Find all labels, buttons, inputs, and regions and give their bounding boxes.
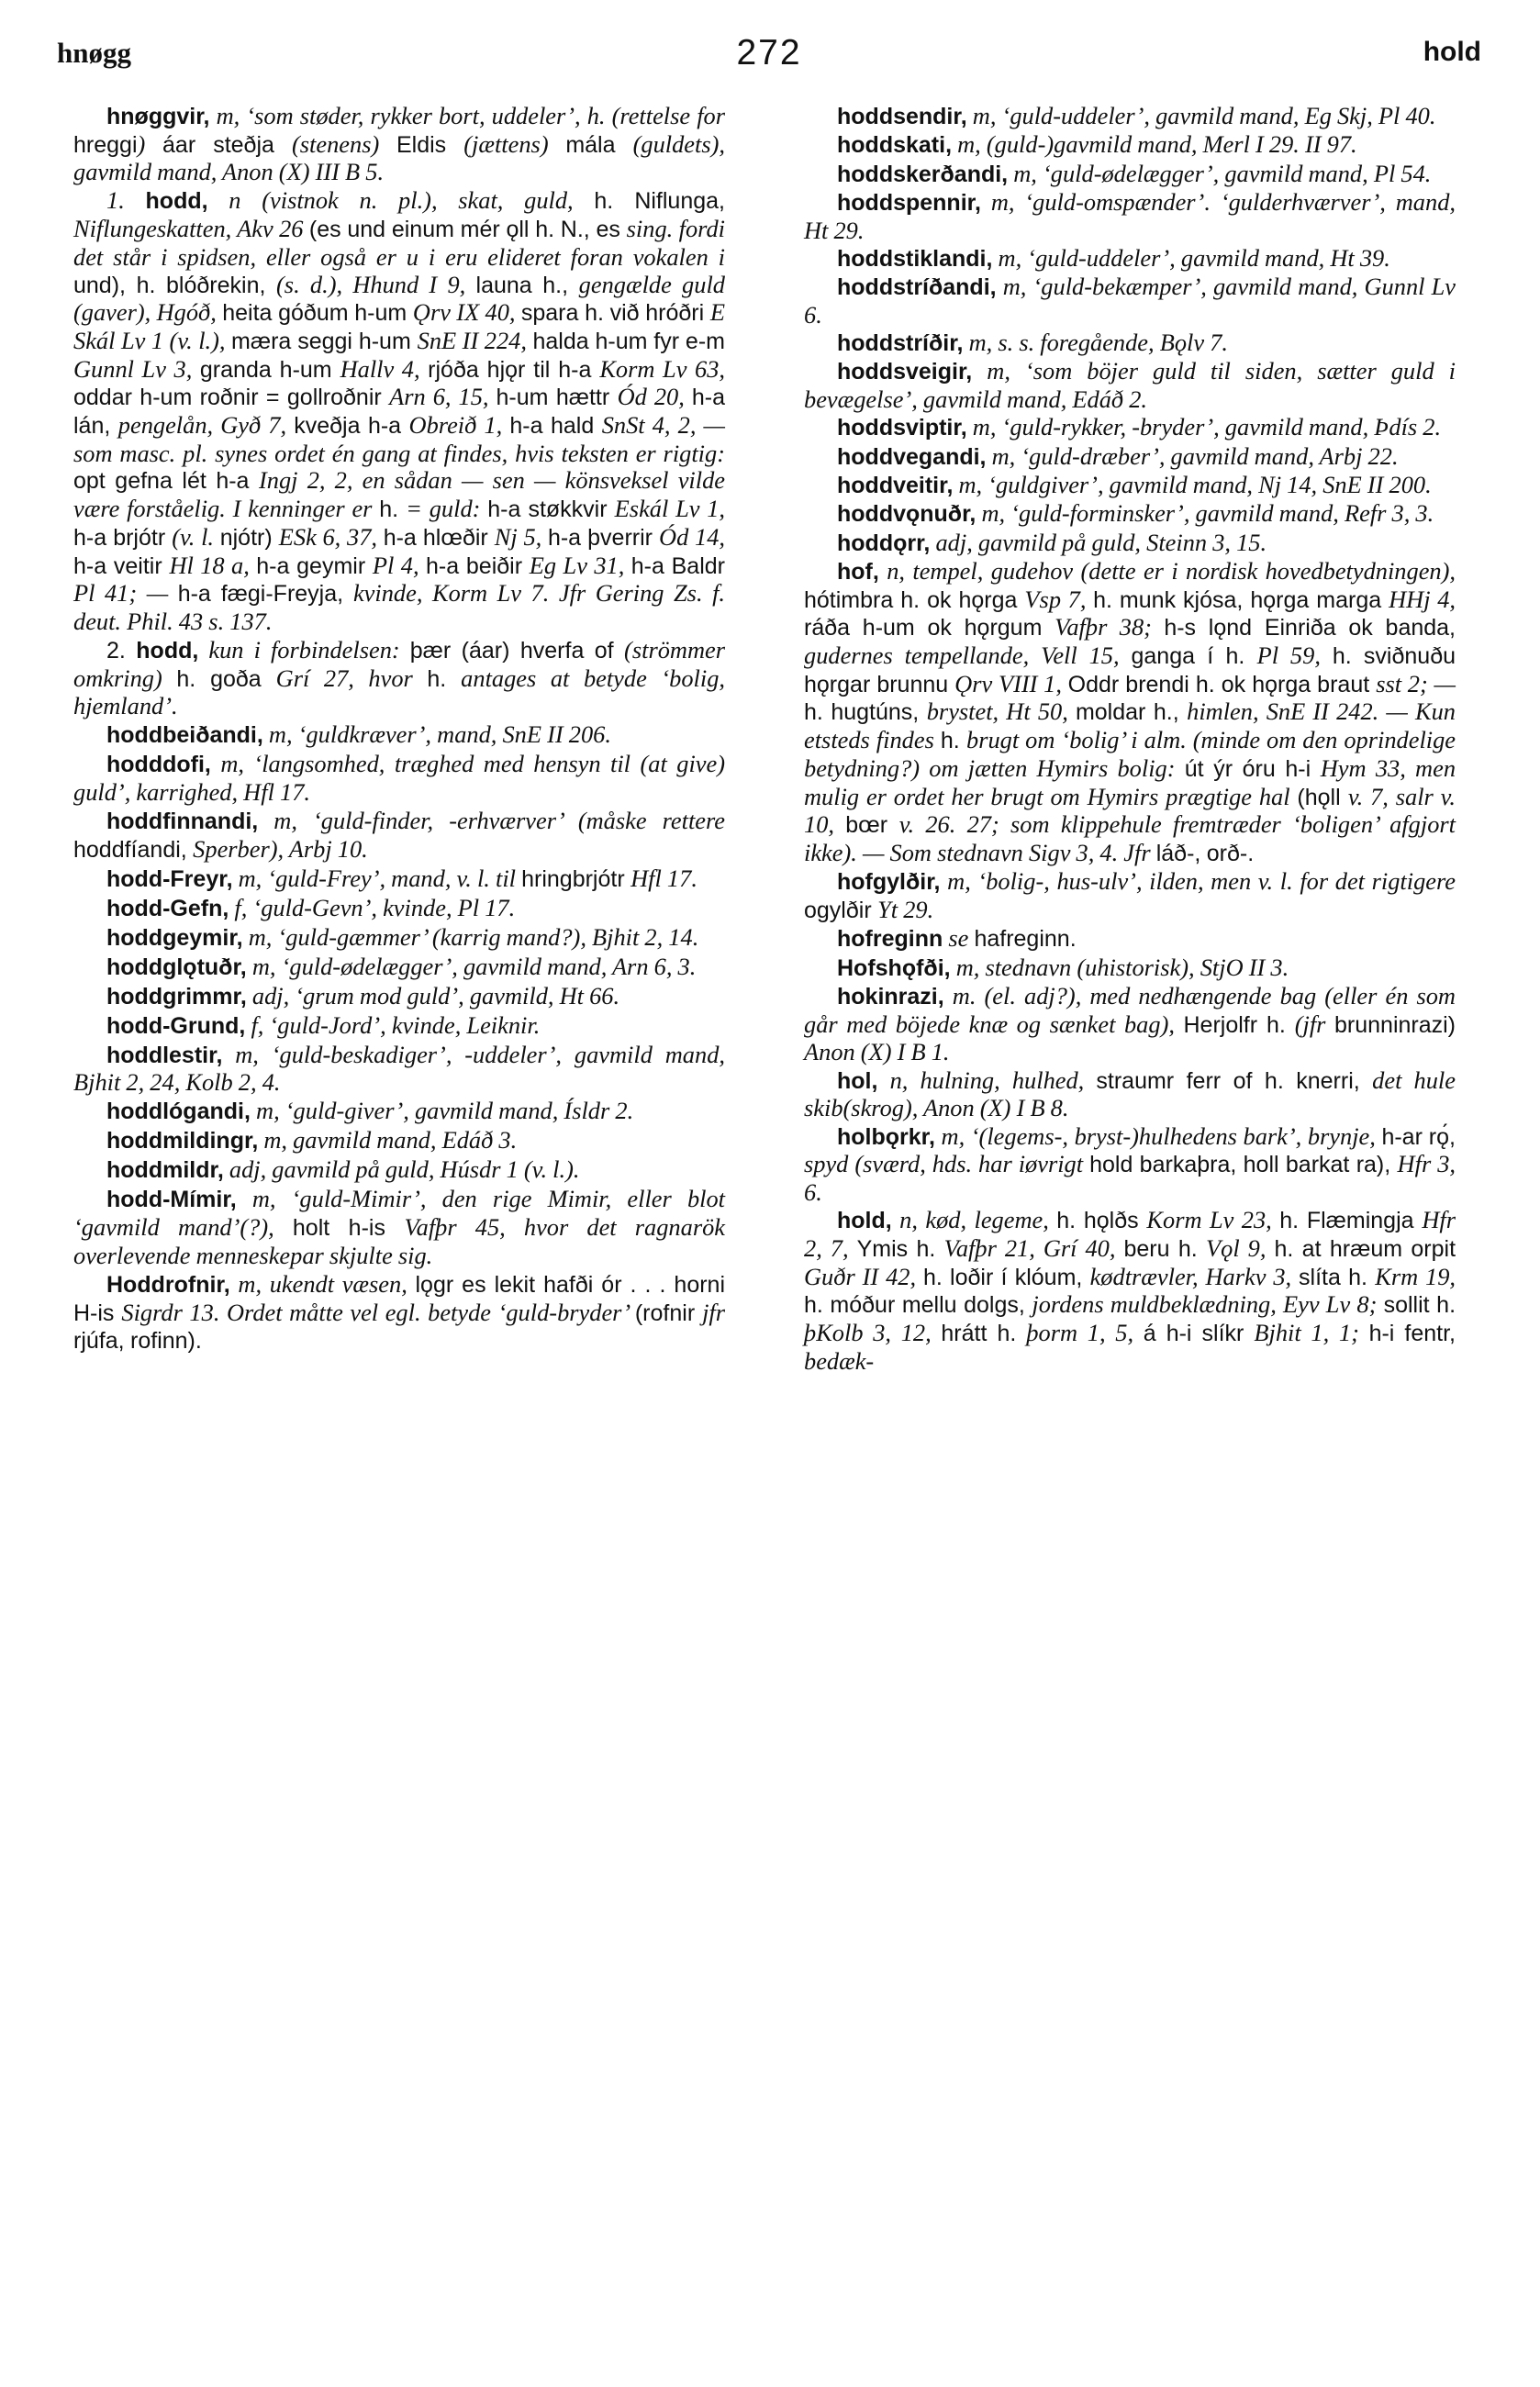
entry-citation: hoddfíandi,: [73, 836, 194, 863]
entry-citation: holt h-is: [292, 1215, 405, 1242]
entry-citation: h. loðir í klóum,: [922, 1264, 1090, 1290]
entry-text: ): [137, 129, 163, 158]
entry-text: f, ‘guld-Gevn’, kvinde, Pl 17.: [229, 893, 516, 921]
entry-text: Ingj 2, 2, en sådan — sen — könsveksel vilde være forståelig. I kenninger er: [73, 466, 725, 523]
entry-citation: (rofnir: [634, 1299, 703, 1326]
dictionary-entry: [804, 103, 1456, 131]
entry-citation: h. hugtúns,: [804, 699, 927, 726]
entry-text: Pl 59,: [1256, 641, 1333, 670]
entry-citation: h-i fentr,: [1368, 1321, 1456, 1347]
entry-text: Ǫrv IX 40,: [412, 298, 521, 327]
entry-text: Ód 14,: [659, 522, 726, 551]
entry-text: jfr: [702, 1298, 726, 1326]
entry-headword: hoddbeiðandi,: [106, 722, 263, 749]
entry-headword: Hofshǫfði,: [837, 954, 951, 981]
entry-citation: h. munk kjósa, hǫrga marga: [1093, 586, 1389, 613]
entry-citation: ráða h-um ok hǫrgum: [804, 615, 1055, 641]
entry-citation: hrátt h.: [941, 1321, 1027, 1347]
entry-text: m, s. s. foregående, Bǫlv 7.: [963, 329, 1228, 357]
entry-citation: h-s lǫnd Einriða ok banda,: [1164, 615, 1456, 641]
entry-text: m, ‘guld-Mimir’, den rige Mimir, eller blot ‘gavmild mand’(?),: [73, 1185, 725, 1242]
entry-text: Anon (X) I B 1.: [804, 1038, 950, 1066]
entry-citation: áar steðja: [162, 131, 292, 158]
entry-citation: kveðja h-a: [294, 413, 409, 440]
entry-headword: hnøggvir,: [106, 104, 210, 129]
dictionary-entry: [804, 472, 1456, 500]
entry-text: kvinde, Korm Lv 7. Jfr Gering Zs. f. deut. Phil. 43 s. 137.: [73, 579, 726, 635]
entry-text: m, ‘guld-bekæmper’, gavmild mand, Gunnl Lv 6.: [804, 273, 1456, 329]
entry-text: spyd (sværd, hds. har iøvrigt: [804, 1150, 1090, 1178]
dictionary-entry: [804, 868, 1456, 924]
entry-citation: h-ar rǫ́,: [1381, 1123, 1456, 1150]
entry-text: m, ‘som böjer guld til siden, sætter guld i bevægelse’, gavmild mand, Edáð 2.: [804, 357, 1456, 414]
entry-text: m, ‘guldgiver’, gavmild mand, Nj 14, SnE II 200.: [953, 471, 1432, 499]
entry-headword: hof,: [837, 558, 879, 585]
dictionary-entry: [804, 1207, 1456, 1375]
entry-text: sst 2; —: [1376, 669, 1456, 697]
entry-text: Pl 4,: [372, 551, 426, 579]
entry-citation: moldar h.,: [1075, 699, 1188, 726]
entry-text: m, ‘bolig-, hus-ulv’, ilden, men v. l. for det rigtigere: [940, 867, 1456, 896]
entry-text: Ód 20,: [617, 383, 692, 411]
entry-headword: holbǫrkr,: [837, 1123, 935, 1150]
dictionary-entry: [804, 443, 1456, 472]
entry-citation: þær (áar) hverfa of: [409, 637, 625, 664]
entry-citation: h-um hættr: [496, 385, 618, 411]
entry-headword: hoddgrimmr,: [106, 983, 247, 1009]
entry-text: 1.: [106, 186, 146, 215]
entry-citation: h-a hlœðir: [383, 524, 495, 551]
entry-citation: h-a lán,: [73, 385, 725, 440]
entry-citation: und), h. blóðrekin,: [73, 272, 277, 298]
entry-citation: Herjolfr h.: [1183, 1011, 1295, 1038]
dictionary-entry: [73, 187, 725, 635]
entry-citation: h. goða: [176, 665, 276, 692]
entry-text: Hym 33, men mulig er ordet her brugt om Hymirs prægtige hal: [804, 753, 1456, 810]
entry-headword: hodd,: [136, 637, 199, 664]
entry-headword: hofreginn: [837, 926, 943, 953]
entry-text: m, (guld-)gavmild mand, Merl I 29. II 97.: [952, 130, 1357, 159]
entry-headword: hoddsveigir,: [837, 359, 973, 385]
entry-text: himlen, SnE II 242. — Kun etsteds findes: [804, 697, 1456, 754]
dictionary-entry: [804, 161, 1456, 189]
dictionary-entry: [73, 1098, 725, 1126]
entry-headword: hodd-Mímir,: [106, 1187, 237, 1213]
dictionary-entry: [804, 414, 1456, 442]
entry-text: m, ukendt væsen,: [229, 1269, 416, 1298]
entry-headword: hoddgeymir,: [106, 924, 243, 951]
entry-citation: hótimbra h. ok hǫrga: [804, 586, 1025, 613]
left-column: [73, 103, 725, 1356]
entry-citation: lǫgr es lekit hafði ór . . . horni H-is: [73, 1271, 726, 1326]
entry-text: Sigrdr 13. Ordet måtte vel egl. betyde ‘guld-bryder’: [121, 1298, 635, 1326]
entry-citation: bœr: [845, 812, 899, 839]
entry-text: se: [943, 924, 975, 953]
entry-text: jordens muldbeklædning, Eyv Lv 8;: [1032, 1290, 1384, 1319]
entry-text: Hallv 4,: [340, 354, 429, 383]
entry-text: gudernes tempellande, Vell 15,: [804, 641, 1132, 670]
entry-headword: hodd-Gefn,: [106, 895, 229, 921]
entry-headword: hokinrazi,: [837, 983, 944, 1009]
dictionary-entry: [73, 895, 725, 923]
dictionary-entry: [804, 131, 1456, 160]
entry-headword: hoddskerðandi,: [837, 161, 1009, 187]
dictionary-entry: [73, 1156, 725, 1185]
entry-citation: 2.: [106, 637, 137, 664]
dictionary-entry: [73, 751, 725, 806]
entry-text: (jættens): [463, 129, 566, 158]
dictionary-entry: [73, 954, 725, 982]
entry-citation: straumr ferr of h. knerri,: [1096, 1067, 1373, 1094]
entry-citation: h. Niflunga,: [594, 188, 725, 215]
entry-headword: hoddmildr,: [106, 1157, 224, 1184]
entry-text: Korm Lv 23,: [1146, 1206, 1280, 1234]
dictionary-entry: [73, 924, 725, 953]
entry-text: n, tempel, gudehov (dette er i nordisk hovedbetydningen),: [878, 556, 1456, 585]
entry-text: Hfl 17.: [631, 864, 697, 892]
entry-text: n, hulning, hulhed,: [877, 1065, 1097, 1094]
entry-headword: Hoddrofnir,: [106, 1271, 230, 1298]
entry-text: m, ‘guld-ødelægger’, gavmild mand, Pl 54.: [1008, 159, 1432, 187]
dictionary-entry: [73, 103, 725, 186]
entry-text: ESk 6, 37,: [278, 522, 384, 551]
entry-citation: brunninrazi): [1334, 1011, 1456, 1038]
entry-citation: h-a hald: [509, 413, 602, 440]
entry-citation: mála: [565, 131, 633, 158]
dictionary-entry: [804, 954, 1456, 983]
entry-citation: rjúfa, rofinn).: [73, 1328, 202, 1355]
entry-text: Vafþr 38;: [1055, 613, 1165, 641]
entry-citation: h. hǫlðs: [1056, 1208, 1147, 1234]
entry-headword: hoddspennir,: [837, 189, 981, 216]
entry-text: Gunnl Lv 3,: [73, 354, 200, 383]
entry-text: þorm 1, 5,: [1026, 1319, 1144, 1347]
dictionary-entry: [804, 358, 1456, 413]
entry-text: (strömmer omkring): [73, 635, 726, 692]
entry-citation: halda h-um fyr e-m: [532, 328, 725, 354]
entry-text: m, ‘guldkræver’, mand, SnE II 206.: [262, 720, 611, 749]
entry-text: n (vistnok n. pl.), skat, guld,: [207, 186, 595, 215]
entry-text: Krm 19,: [1375, 1262, 1456, 1290]
entry-citation: h. at hræum orpit: [1274, 1236, 1456, 1262]
entry-headword: hoddlógandi,: [106, 1099, 251, 1125]
left-guide-word: hnøgg: [57, 37, 131, 69]
entry-text: Niflungeskatten, Akv 26: [73, 215, 309, 243]
dictionary-entry: [804, 273, 1456, 329]
entry-text: m. (el. adj?), med nedhængende bag (eller én som går med böjede knæ og sænket bag),: [804, 981, 1456, 1038]
entry-headword: hodd-Freyr,: [106, 865, 233, 892]
entry-text: Eg Lv 31,: [529, 551, 631, 579]
entry-citation: Oddr brendi h. ok hǫrga braut: [1067, 671, 1377, 697]
entry-headword: hoddvǫnuðr,: [837, 501, 976, 528]
entry-citation: hreggi: [73, 131, 138, 158]
entry-citation: h.: [940, 728, 967, 754]
dictionary-entry: [804, 530, 1456, 558]
entry-headword: hoddglǫtuðr,: [106, 954, 247, 980]
dictionary-entry: [73, 865, 725, 894]
entry-citation: sollit h.: [1383, 1292, 1456, 1319]
entry-text: adj, ‘grum mod guld’, gavmild, Ht 66.: [246, 981, 620, 1009]
entry-citation: spara h. við hróðri: [520, 300, 710, 327]
entry-text: (stenens): [292, 129, 396, 158]
entry-text: Pl 41; —: [73, 579, 178, 608]
entry-text: adj, gavmild på guld, Húsdr 1 (v. l.).: [223, 1155, 580, 1184]
dictionary-entry: [804, 245, 1456, 273]
entry-citation: láð-, orð-.: [1155, 841, 1255, 866]
entry-text: adj, gavmild på guld, Steinn 3, 15.: [930, 528, 1267, 556]
dictionary-entry: [73, 808, 725, 864]
dictionary-entry: [73, 1186, 725, 1269]
entry-text: Guðr II 42,: [804, 1262, 923, 1290]
right-column: [804, 103, 1456, 1376]
entry-text: m, ‘guld-giver’, gavmild mand, Ísldr 2.: [250, 1097, 634, 1125]
entry-citation: hold barkaþra, holl barkat ra),: [1089, 1152, 1398, 1178]
entry-text: v. 7, salr v. 10,: [804, 782, 1456, 839]
entry-citation: á h-i slíkr: [1143, 1321, 1255, 1347]
entry-text: Hfr 3, 6.: [804, 1150, 1456, 1206]
dictionary-entry: [804, 1067, 1456, 1122]
entry-text: m, ‘guld-forminsker’, gavmild mand, Refr 3, 3.: [976, 499, 1434, 528]
entry-citation: launa h.,: [475, 272, 579, 298]
entry-text: Hfr 2, 7,: [804, 1206, 1456, 1262]
entry-text: m, ‘(legems-, bryst-)hulhedens bark’, brynje,: [934, 1121, 1382, 1150]
dictionary-entry: [804, 1123, 1456, 1207]
entry-text: bedæk-: [804, 1346, 875, 1375]
entry-text: Vafþr 21, Grí 40,: [943, 1234, 1124, 1262]
entry-citation: h-a geymir: [256, 552, 373, 579]
entry-citation: h-a Baldr: [631, 552, 725, 579]
entry-text: n, kød, legeme,: [891, 1206, 1057, 1234]
entry-headword: hoddǫrr,: [837, 530, 931, 556]
entry-text: m, ‘guld-finder, -erhværver’ (måske rettere: [258, 807, 725, 835]
entry-headword: hoddvegandi,: [837, 443, 987, 470]
dictionary-entry: [804, 189, 1456, 244]
entry-text: Vǫl 9,: [1206, 1234, 1275, 1262]
entry-text: m, ‘som støder, rykker bort, uddeler’, h. (rettelse for: [209, 102, 725, 129]
entry-citation: hringbrjótr: [521, 865, 631, 892]
entry-citation: h. sviðnuðu hǫrgar brunnu: [804, 643, 1456, 697]
dictionary-entry: [73, 1271, 725, 1355]
entry-headword: hoddstríðandi,: [837, 274, 997, 301]
entry-headword: hoddstiklandi,: [837, 245, 993, 272]
entry-text: antages at betyde ‘bolig, hjemland’.: [73, 664, 726, 720]
entry-text: m, ‘guld-beskadiger’, -uddeler’, gavmild mand, Bjhit 2, 24, Kolb 2, 4.: [73, 1040, 725, 1097]
entry-text: brystet, Ht 50,: [926, 697, 1076, 726]
entry-citation: beru h.: [1123, 1236, 1207, 1262]
entry-text: SnE II 224,: [417, 326, 533, 354]
entry-text: E Skál Lv 1 (v. l.),: [73, 298, 726, 354]
entry-text: Yt 29.: [877, 896, 934, 923]
dictionary-entry: [73, 1012, 725, 1041]
entry-text: sing. fordi det står i spidsen, eller også er u i eru elideret foran vokalen i: [73, 215, 725, 271]
entry-text: HHj 4,: [1389, 585, 1456, 613]
entry-headword: hodd,: [145, 188, 208, 215]
entry-citation: opt gefna lét h-a: [73, 468, 259, 495]
dictionary-entry: [73, 637, 725, 720]
entry-headword: hofgylðir,: [837, 869, 941, 896]
entry-text: þKolb 3, 12,: [804, 1319, 942, 1347]
entry-text: f, ‘guld-Jord’, kvinde, Leiknir.: [245, 1010, 541, 1039]
entry-headword: hoddsviptir,: [837, 415, 967, 441]
dictionary-entry: [804, 500, 1456, 529]
entry-text: m, ‘langsomhed, træghed med hensyn til (at give) guld’, karrighed, Hfl 17.: [73, 750, 725, 807]
entry-headword: hold,: [837, 1208, 892, 1234]
dictionary-entry: [804, 558, 1456, 868]
entry-text: Vafþr 45, hvor det ragnarök overlevende menneskepar skjulte sig.: [73, 1213, 726, 1269]
entry-text: v. 26. 27; som klippehule fremtræder ‘boligen’ afgjort ikke). — Som stednavn Sigv 3, 4. Jfr: [804, 810, 1456, 866]
entry-citation: (es und einum mér ǫll h. N., es: [308, 217, 627, 243]
entry-citation: h-a beiðir: [426, 552, 530, 579]
entry-citation: heita góðum h-um: [222, 300, 413, 327]
entry-text: kødtrævler, Harkv 3,: [1089, 1262, 1300, 1290]
entry-text: (jfr: [1294, 1009, 1334, 1038]
entry-citation: rjóða hjǫr til h-a: [428, 356, 600, 383]
entry-text: m, ‘guld-Frey’, mand, v. l. til: [232, 864, 522, 892]
entry-citation: ganga í h.: [1131, 643, 1257, 670]
running-head: [57, 33, 1481, 83]
entry-text: m, ‘guld-ødelægger’, gavmild mand, Arn 6, 3.: [246, 952, 697, 980]
entry-text: Obreið 1,: [408, 411, 510, 440]
entry-citation: h. Flæmingja: [1279, 1208, 1423, 1234]
entry-citation: h.: [427, 665, 462, 692]
entry-text: m, ‘guld-rykker, -bryder’, gavmild mand, Þdís 2.: [966, 413, 1442, 441]
entry-headword: hoddveitir,: [837, 473, 954, 499]
entry-citation: (hǫll: [1297, 784, 1348, 810]
entry-citation: h-a brjótr: [73, 524, 173, 551]
entry-citation: út ýr óru h-i: [1184, 755, 1321, 782]
entry-citation: h-a støkkvir: [487, 496, 615, 523]
entry-headword: hoddsendir,: [837, 104, 967, 129]
entry-headword: hodd-Grund,: [106, 1012, 246, 1039]
entry-citation: oddar h-um roðnir = gollroðnir: [73, 385, 390, 411]
entry-text: m, ‘guld-uddeler’, gavmild mand, Ht 39.: [992, 243, 1390, 272]
entry-text: Bjhit 1, 1;: [1254, 1319, 1369, 1347]
dictionary-entry: [73, 721, 725, 750]
entry-citation: h-a fægi-Freyja,: [177, 581, 353, 608]
entry-citation: granda h-um: [199, 356, 340, 383]
entry-text: SnSt 4, 2, — som masc. pl. synes ordet én gang at findes, hvis teksten er rigtig:: [73, 411, 725, 467]
entry-citation: h. móður mellu dolgs,: [804, 1292, 1032, 1319]
page-number: 272: [736, 33, 802, 73]
entry-text: gengælde guld (gaver), Hgóð,: [73, 270, 725, 327]
entry-citation: h.: [379, 496, 407, 523]
entry-text: Ǫrv VIII 1,: [954, 669, 1068, 697]
entry-text: (v. l.: [172, 522, 220, 551]
entry-text: Arn 6, 15,: [389, 383, 497, 411]
entry-text: m, stednavn (uhistorisk), StjO II 3.: [950, 953, 1289, 981]
dictionary-entry: [804, 983, 1456, 1066]
entry-citation: hafreginn.: [974, 926, 1077, 953]
entry-text: = guld:: [406, 495, 488, 523]
entry-text: (guldets), gavmild mand, Anon (X) III B 5.: [73, 129, 726, 186]
entry-citation: Eldis: [396, 131, 464, 158]
entry-text: (s. d.), Hhund I 9,: [276, 270, 476, 298]
entry-text: det hule skib(skrog), Anon (X) I B 8.: [804, 1065, 1456, 1122]
right-guide-word: hold: [1423, 37, 1481, 67]
entry-text: pengelån, Gyð 7,: [117, 411, 295, 440]
entry-citation: ogylðir: [804, 898, 878, 923]
entry-text: Nj 5,: [494, 522, 548, 551]
entry-citation: Ymis h.: [856, 1236, 944, 1262]
entry-text: Hl 18 a,: [169, 551, 257, 579]
entry-text: brugt om ‘bolig’ i alm. (minde om den oprindelige betydning?) om jætten Hymirs bolig:: [804, 726, 1456, 782]
entry-citation: slíta h.: [1299, 1264, 1376, 1290]
entry-text: m, ‘guld-omspænder’. ‘gulderhværver’, mand, Ht 29.: [804, 187, 1456, 244]
entry-headword: hoddskati,: [837, 132, 953, 159]
entry-citation: njótr): [219, 524, 279, 551]
entry-text: Sperber), Arbj 10.: [193, 834, 368, 863]
entry-text: kun i forbindelsen:: [198, 635, 410, 664]
entry-headword: hoddlestir,: [106, 1042, 223, 1068]
dictionary-entry: [73, 1127, 725, 1155]
dictionary-entry: [73, 1042, 725, 1097]
dictionary-entry: [73, 983, 725, 1011]
dictionary-entry: [804, 329, 1456, 358]
entry-text: m, ‘guld-uddeler’, gavmild mand, Eg Skj, Pl 40.: [966, 102, 1436, 129]
entry-citation: mæra seggi h-um: [231, 328, 418, 354]
entry-text: Vsp 7,: [1024, 585, 1094, 613]
entry-text: m, ‘guld-gæmmer’ (karrig mand?), Bjhit 2, 14.: [242, 922, 699, 951]
entry-text: m, gavmild mand, Edáð 3.: [258, 1126, 518, 1154]
entry-headword: hoddstríðir,: [837, 330, 964, 357]
entry-headword: hoddfinnandi,: [106, 809, 259, 835]
entry-headword: hol,: [837, 1067, 878, 1094]
entry-citation: h-a þverrir: [547, 524, 660, 551]
entry-citation: h-a veitir: [73, 552, 170, 579]
entry-text: m, ‘guld-dræber’, gavmild mand, Arbj 22.: [986, 441, 1399, 470]
entry-text: Korm Lv 63,: [599, 354, 725, 383]
entry-text: Grí 27, hvor: [275, 664, 428, 692]
entry-headword: hoddmildingr,: [106, 1128, 259, 1154]
dictionary-entry: [804, 925, 1456, 954]
entry-headword: hodddofi,: [106, 752, 211, 778]
entry-text: Eskál Lv 1,: [614, 495, 726, 523]
